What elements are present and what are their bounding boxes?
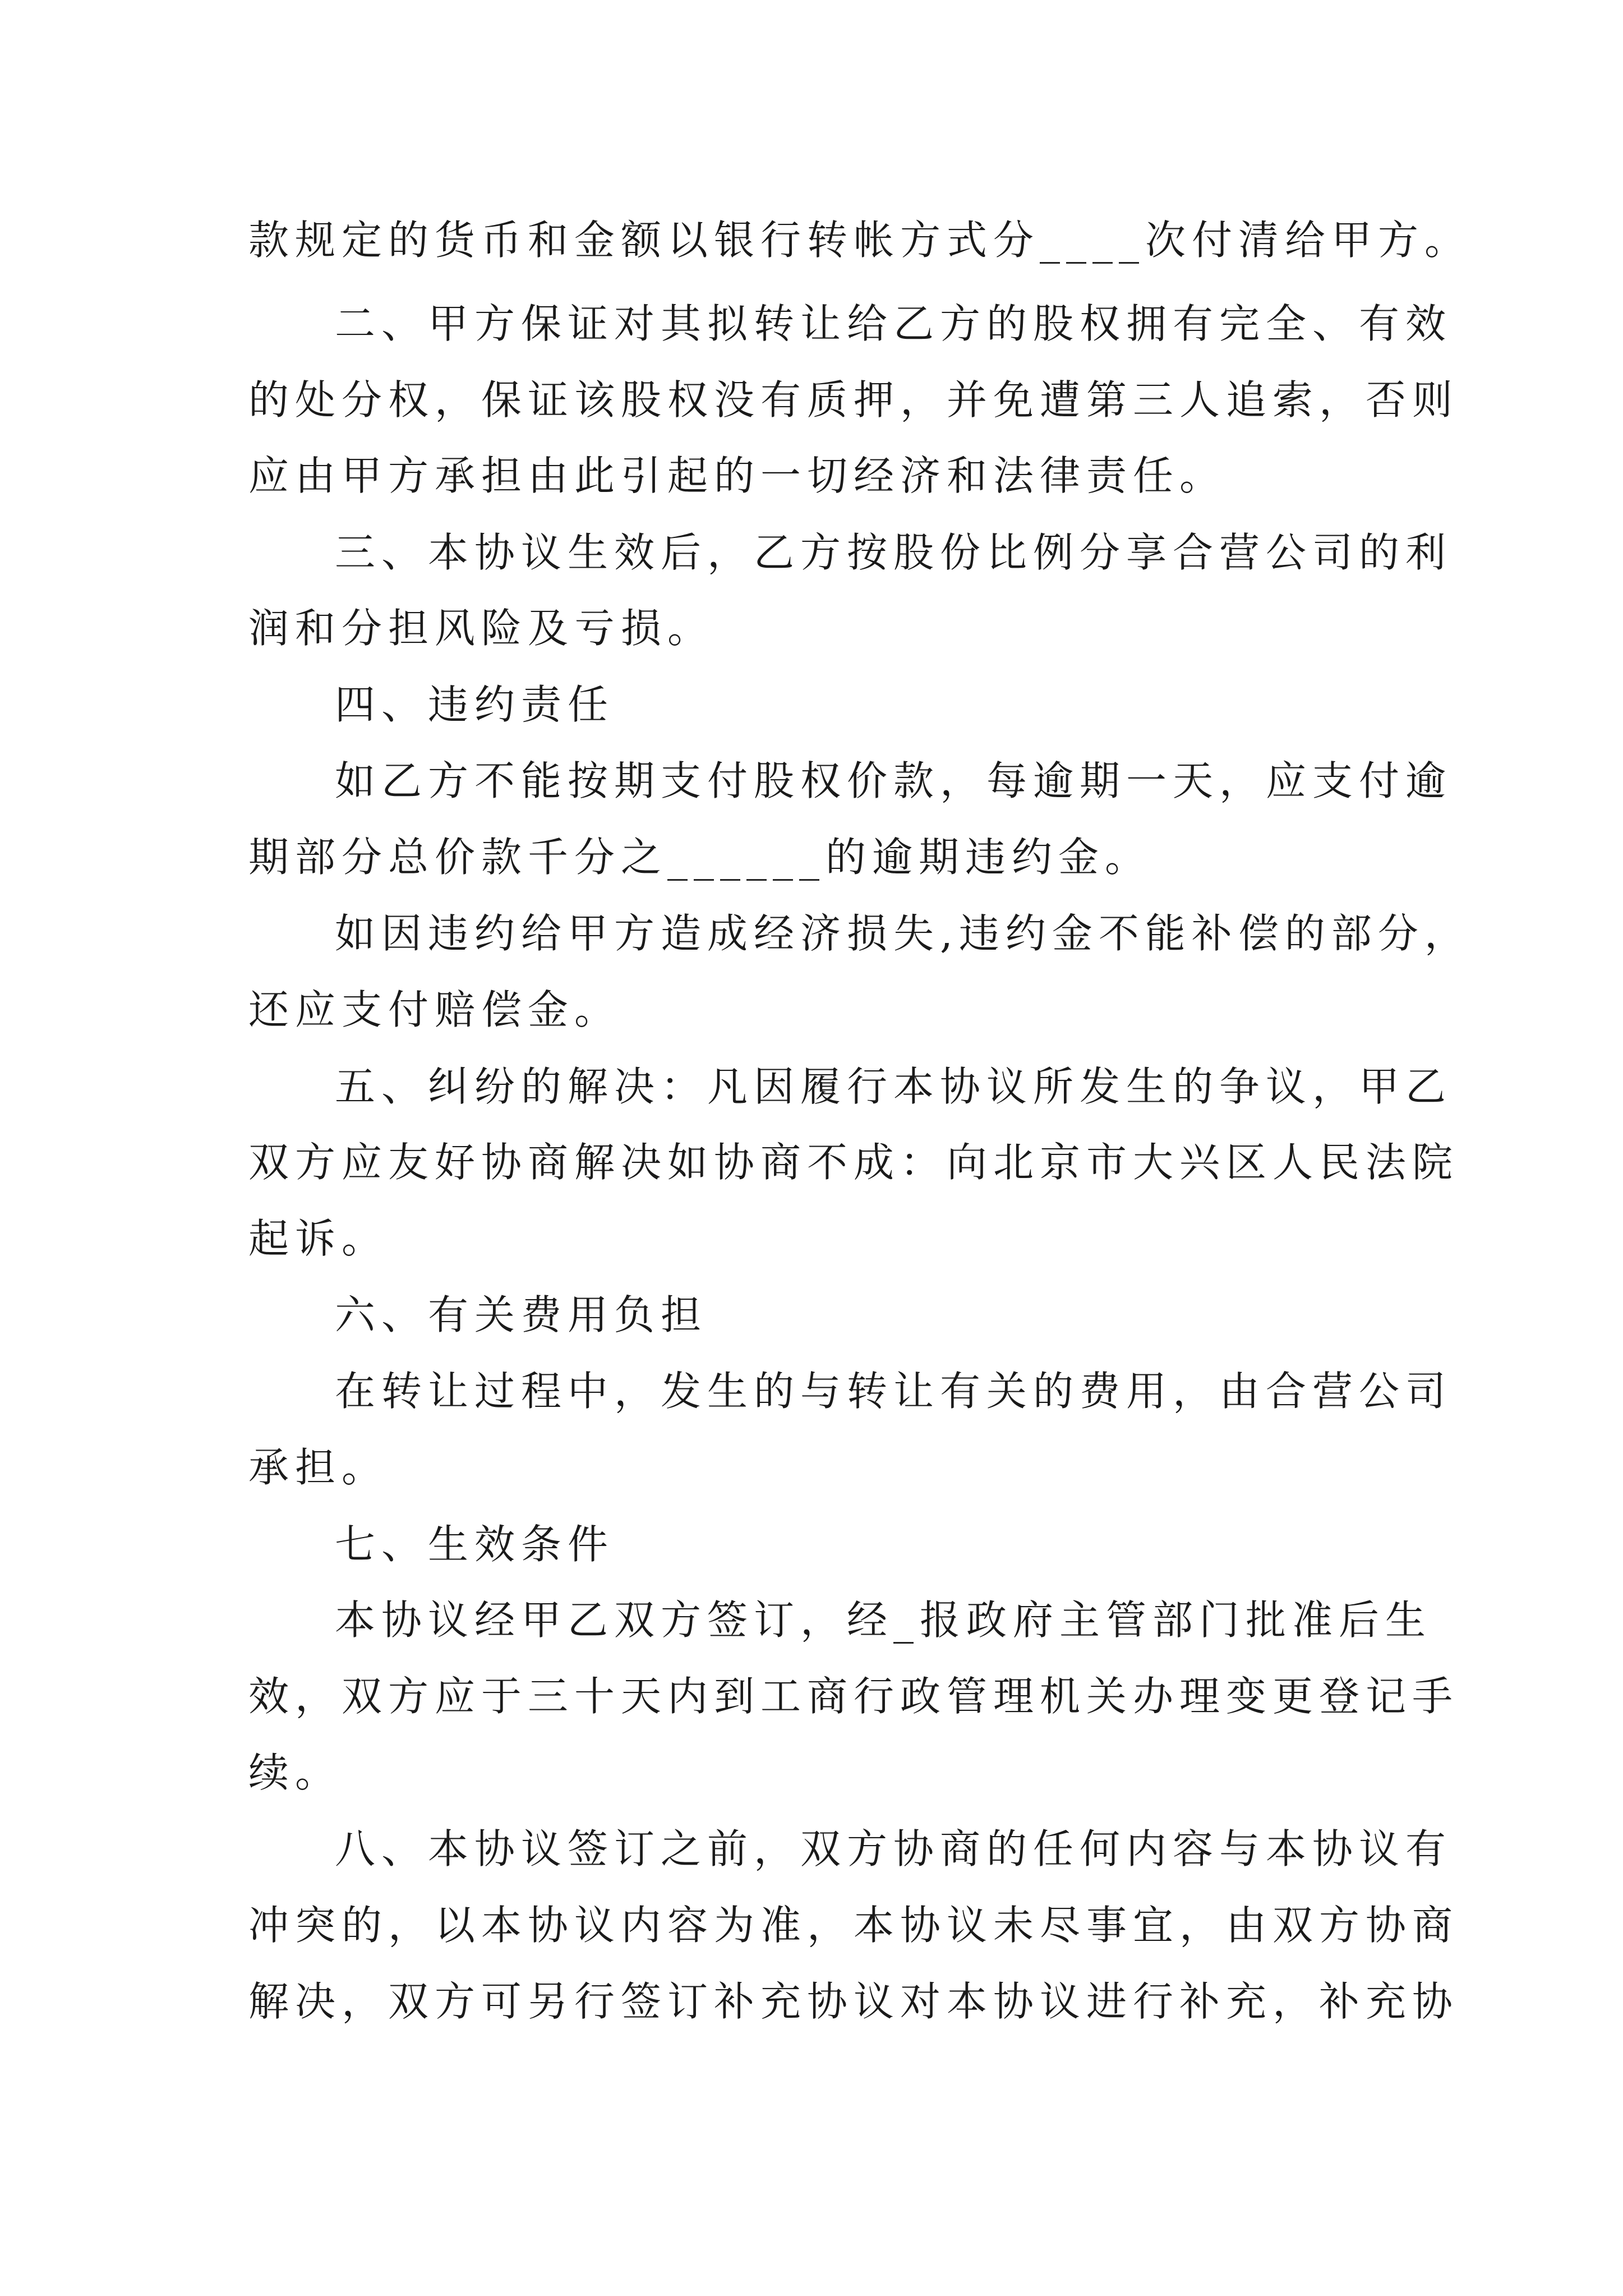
text-line: 双方应友好协商解决如协商不成：向北京市大兴区人民法院	[248, 1139, 1459, 1186]
text-line: 二、甲方保证对其拟转让给乙方的股权拥有完全、有效	[335, 300, 1453, 347]
text-line: 四、违约责任	[335, 681, 615, 728]
text-line: 期部分总价款千分之______的逾期违约金。	[248, 834, 1152, 881]
text-line: 续。	[248, 1749, 342, 1796]
text-line: 三、本协议生效后，乙方按股份比例分享合营公司的利	[335, 529, 1453, 576]
text-line: 如因违约给甲方造成经济损失,违约金不能补偿的部分，	[335, 910, 1471, 957]
text-line: 款规定的货币和金额以银行转帐方式分____次付清给甲方。	[248, 217, 1472, 264]
text-line: 的处分权，保证该股权没有质押，并免遭第三人追索，否则	[248, 376, 1459, 424]
text-line: 冲突的，以本协议内容为准，本协议未尽事宜，由双方协商	[248, 1902, 1459, 1949]
text-line: 还应支付赔偿金。	[248, 986, 621, 1033]
text-line: 润和分担风险及亏损。	[248, 605, 714, 652]
text-line: 如乙方不能按期支付股权价款，每逾期一天，应支付逾	[335, 757, 1453, 804]
text-line: 解决，双方可另行签订补充协议对本协议进行补充，补充协	[248, 1978, 1459, 2025]
text-line: 七、生效条件	[335, 1521, 615, 1568]
text-line: 八、本协议签订之前，双方协商的任何内容与本协议有	[335, 1825, 1453, 1872]
text-line: 在转让过程中，发生的与转让有关的费用，由合营公司	[335, 1368, 1453, 1415]
text-line: 六、有关费用负担	[335, 1291, 708, 1338]
text-line: 应由甲方承担由此引起的一切经济和法律责任。	[248, 452, 1227, 499]
text-line: 五、纠纷的解决：凡因履行本协议所发生的争议，甲乙	[335, 1063, 1453, 1110]
text-line: 承担。	[248, 1444, 389, 1491]
text-line: 本协议经甲乙双方签订，经_报政府主管部门批准后生	[335, 1596, 1432, 1644]
text-line: 效，双方应于三十天内到工商行政管理机关办理变更登记手	[248, 1673, 1459, 1720]
text-line: 起诉。	[248, 1215, 389, 1262]
